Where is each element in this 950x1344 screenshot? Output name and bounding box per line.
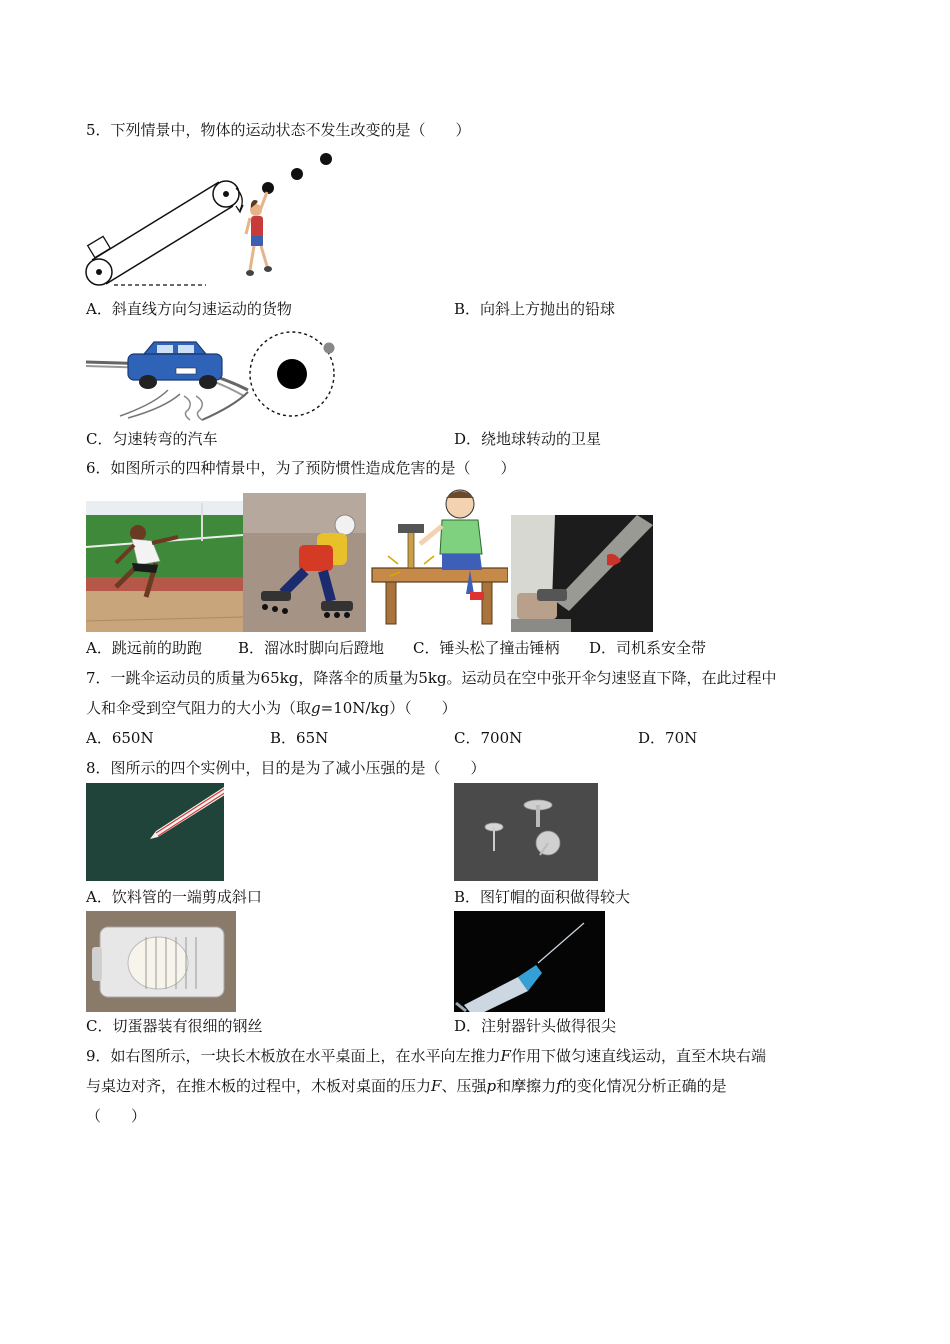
q6-photo-seatbelt	[511, 515, 653, 632]
q7-option-c: C．700N	[454, 729, 523, 747]
q6-photo-skater	[243, 493, 366, 632]
q7-option-a: A．650N	[86, 729, 154, 747]
q7-option-b: B．65N	[270, 729, 329, 747]
q9-stem-line3: （ ）	[86, 1107, 147, 1125]
satellite	[324, 343, 335, 354]
q5-figure-satellite-orbit	[246, 330, 342, 422]
shot-ball-2	[291, 168, 303, 180]
q6-option-d: D．司机系安全带	[589, 639, 707, 657]
q8-option-c: C．切蛋器装有很细的钢丝	[86, 1017, 263, 1035]
q5-figure-turning-car	[84, 334, 252, 424]
q8-photo-syringe	[454, 911, 605, 1012]
q8-photo-thumbtacks	[454, 783, 598, 881]
q8-option-a: A．饮料管的一端剪成斜口	[86, 888, 262, 906]
q6-option-b: B．溜冰时脚向后蹬地	[238, 639, 385, 657]
q5-stem: 5．下列情景中，物体的运动状态不发生改变的是（ ）	[86, 121, 471, 139]
cargo-box	[88, 236, 111, 257]
q7-stem-line1: 7．一跳伞运动员的质量为65kg，降落伞的质量为5kg。运动员在空中张开伞匀速竖直下降，在此过程中	[86, 669, 777, 687]
q6-stem: 6．如图所示的四种情景中，为了预防惯性造成危害的是（ ）	[86, 459, 516, 477]
shot-ball-1	[262, 182, 274, 194]
q6-figure-hammer-bench	[370, 484, 508, 626]
q7-stem-line2: 人和伞受到空气阻力的大小为（取g=10N/kg）（ ）	[86, 699, 457, 717]
q8-option-d: D．注射器针头做得很尖	[454, 1017, 617, 1035]
thrower-figure	[246, 192, 272, 276]
hammer-handle	[408, 530, 414, 568]
q8-photo-straw	[86, 783, 224, 881]
q9-stem-line1: 9．如右图所示，一块长木板放在水平桌面上，在水平向左推力F作用下做匀速直线运动，直至木块右端	[86, 1047, 766, 1065]
q7-option-d: D．70N	[638, 729, 698, 747]
q8-option-b: B．图钉帽的面积做得较大	[454, 888, 631, 906]
shot-ball-3	[320, 153, 332, 165]
q6-option-a: A．跳远前的助跑	[86, 639, 202, 657]
q5-option-a: A．斜直线方向匀速运动的货物	[86, 300, 292, 318]
q5-figure-conveyor-and-shotput	[84, 148, 344, 290]
q5-option-d: D．绕地球转动的卫星	[454, 430, 602, 448]
q9-stem-line2: 与桌边对齐，在推木板的过程中，木板对桌面的压力F、压强p和摩擦力f的变化情况分析正确的是	[86, 1077, 727, 1095]
hammer-head	[398, 524, 424, 533]
q6-option-c: C．锤头松了撞击锤柄	[413, 639, 560, 657]
q8-stem: 8．图所示的四个实例中，目的是为了减小压强的是（ ）	[86, 759, 486, 777]
q5-option-c: C．匀速转弯的汽车	[86, 430, 218, 448]
q5-option-b: B．向斜上方抛出的铅球	[454, 300, 616, 318]
q6-photo-long-jump	[86, 501, 243, 632]
q8-photo-egg-slicer	[86, 911, 236, 1012]
blue-car	[128, 342, 222, 389]
earth	[277, 359, 307, 389]
